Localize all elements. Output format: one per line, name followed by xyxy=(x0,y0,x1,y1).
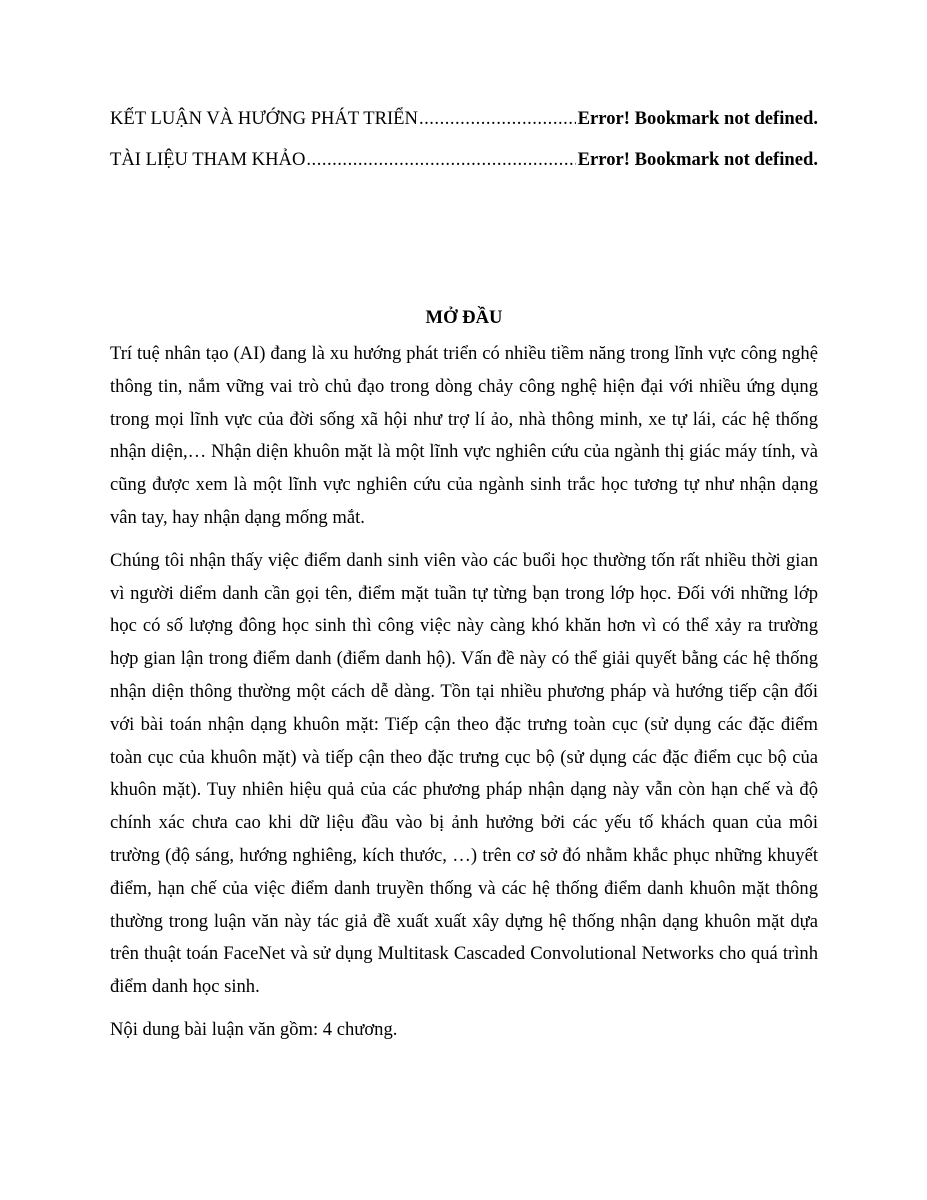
toc-entry-references[interactable] xyxy=(110,149,818,190)
toc-dot-leader xyxy=(419,108,576,130)
toc-entry-title: TÀI LIỆU THAM KHẢO xyxy=(110,149,306,170)
toc-entry-page-error: Error! Bookmark not defined. xyxy=(577,108,818,129)
section-body xyxy=(110,338,818,1057)
toc-dot-leader xyxy=(306,149,575,171)
toc-entry-conclusion[interactable] xyxy=(110,108,818,149)
section-heading: MỞ ĐẦU xyxy=(425,307,503,328)
paragraph: Nội dung bài luận văn gồm: 4 chương. xyxy=(110,1018,398,1040)
paragraph: Chúng tôi nhận thấy việc điểm danh sinh viên vào các buổi học thường tốn rất nhiều thời gian vì người diểm danh cần gọi tên, điểm mặt tuần tự từng bạn trong lớp học. Đối với những lớp học có số lượng đông học sinh thì công việc này càng khó khăn hơn vì có thể xảy ra trường hợp gian lận trong điểm danh (điểm danh hộ). Vấn đề này có thể giải quyết bằng các hệ thống nhận diện thông thường một cách dễ dàng. Tồn tại nhiều phương pháp và hướng tiếp cận đối với bài toán nhận dạng khuôn mặt: Tiếp cận theo đặc trưng toàn cục (sử dụng các đặc điểm toàn cục của khuôn mặt) và tiếp cận theo đặc trưng cục bộ (sử dụng các đặc điểm cục bộ của khuôn mặt). Tuy nhiên hiệu quả của các phương pháp nhận dạng này vẫn còn hạn chế và độ chính xác chưa cao khi dữ liệu đầu vào bị ảnh hưởng bởi các yếu tố khách quan của môi trường (độ sáng, hướng nghiêng, kích thước, …) trên cơ sở đó nhằm khắc phục những khuyết điểm, hạn chế của việc điểm danh truyền thống và các hệ thống điểm danh khuôn mặt thông thường trong luận văn này tác giả đề xuất xuất xây dựng hệ thống nhận dạng khuôn mặt dựa trên thuật toán FaceNet và sử dụng Multitask Cascaded Convolutional Networks cho quá trình điểm danh học sinh. xyxy=(110,549,818,998)
paragraph: Trí tuệ nhân tạo (AI) đang là xu hướng phát triển có nhiều tiềm năng trong lĩnh vực công nghệ thông tin, nắm vững vai trò chủ đạo trong dòng chảy công nghệ hiện đại với nhiều ứng dụng trong mọi lĩnh vực của đời sống xã hội như trợ lí ảo, nhà thông minh, xe tự lái, các hệ thống nhận diện,… Nhận diện khuôn mặt là một lĩnh vực nghiên cứu của ngành thị giác máy tính, và cũng được xem là một lĩnh vực nghiên cứu của ngành sinh trắc học tương tự như nhận dạng vân tay, hay nhận dạng mống mắt. xyxy=(110,343,818,528)
table-of-contents xyxy=(110,108,818,190)
toc-entry-page-error: Error! Bookmark not defined. xyxy=(577,149,818,170)
toc-entry-title: KẾT LUẬN VÀ HƯỚNG PHÁT TRIỂN xyxy=(110,108,418,129)
